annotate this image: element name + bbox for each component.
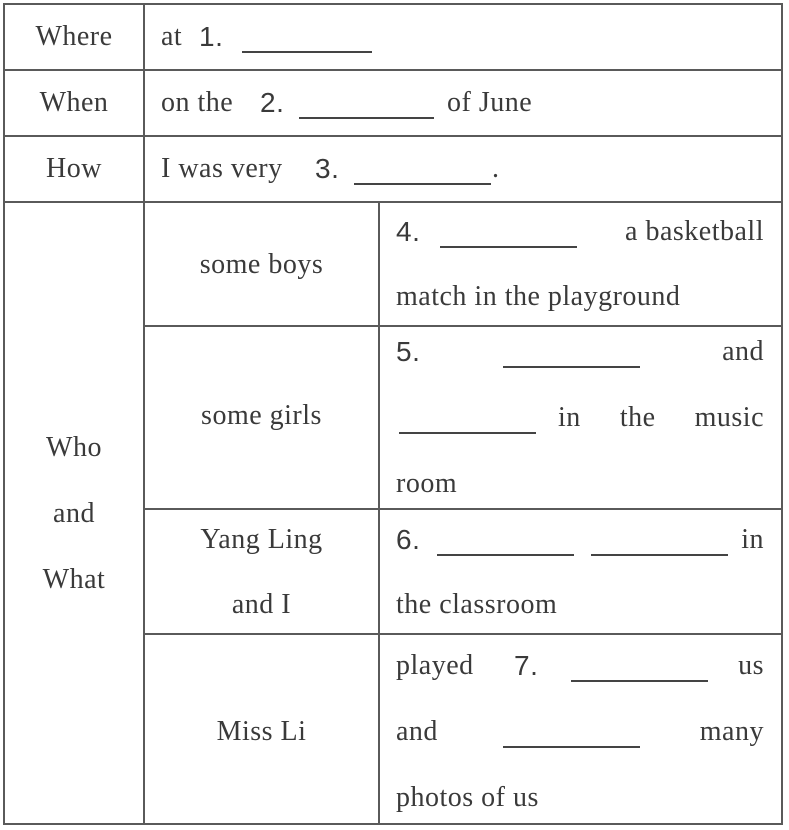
answer-blank-7a[interactable] xyxy=(571,680,708,682)
who-and-i: and I xyxy=(231,589,292,620)
question-number-4: 4. xyxy=(396,216,421,247)
answer-blank-5a[interactable] xyxy=(503,366,640,368)
row-label-what: What xyxy=(42,564,106,595)
entry-7-played: played xyxy=(396,650,474,681)
row-divider xyxy=(143,325,783,327)
column-divider-2 xyxy=(378,201,380,825)
entry-5-line-3: room xyxy=(396,468,458,499)
who-miss-li: Miss Li xyxy=(216,716,307,747)
entry-7-line-3: photos of us xyxy=(396,782,539,813)
table-border-left xyxy=(3,3,5,825)
fill-in-table xyxy=(3,3,783,825)
answer-blank-2[interactable] xyxy=(299,117,434,119)
entry-4-line-2: match in the playground xyxy=(396,281,681,312)
question-number-6: 6. xyxy=(396,524,421,555)
row-divider xyxy=(3,201,783,203)
row-label-how: How xyxy=(46,153,102,184)
entry-7-us: us xyxy=(738,650,764,681)
entry-7-many: many xyxy=(699,716,764,747)
answer-blank-5b[interactable] xyxy=(399,432,536,434)
entry-7-and: and xyxy=(396,716,438,747)
answer-blank-7b[interactable] xyxy=(503,746,640,748)
row-label-and: and xyxy=(53,498,95,529)
answer-blank-6a[interactable] xyxy=(437,554,574,556)
row-divider xyxy=(3,135,783,137)
when-prefix: on the xyxy=(161,87,234,118)
answer-blank-3[interactable] xyxy=(354,183,491,185)
row-divider xyxy=(3,69,783,71)
when-suffix: of June xyxy=(447,87,533,118)
entry-6-line-2: the classroom xyxy=(396,589,558,620)
row-label-where: Where xyxy=(35,21,113,52)
row-label-when: When xyxy=(39,87,109,118)
question-number-5: 5. xyxy=(396,336,421,367)
question-number-3: 3. xyxy=(315,153,340,184)
who-some-boys: some boys xyxy=(199,249,324,280)
entry-5-and: and xyxy=(722,336,764,367)
entry-6-in: in xyxy=(741,524,764,555)
where-prefix: at xyxy=(161,21,183,52)
answer-blank-4[interactable] xyxy=(440,246,577,248)
entry-5-line-2: in the music xyxy=(558,402,764,433)
answer-blank-6b[interactable] xyxy=(591,554,728,556)
table-border-top xyxy=(3,3,783,5)
question-number-7: 7. xyxy=(514,650,539,681)
who-some-girls: some girls xyxy=(201,400,322,431)
question-number-2: 2. xyxy=(260,87,285,118)
how-suffix: . xyxy=(492,153,500,184)
table-border-right xyxy=(781,3,783,825)
question-number-1: 1. xyxy=(199,21,224,52)
answer-blank-1[interactable] xyxy=(242,51,372,53)
row-divider xyxy=(143,633,783,635)
entry-4-line-1: a basketball xyxy=(625,216,764,247)
table-border-bottom xyxy=(3,823,783,825)
row-label-who: Who xyxy=(46,432,102,463)
who-yang-ling: Yang Ling xyxy=(200,524,323,555)
how-prefix: I was very xyxy=(161,153,283,184)
row-divider xyxy=(143,508,783,510)
